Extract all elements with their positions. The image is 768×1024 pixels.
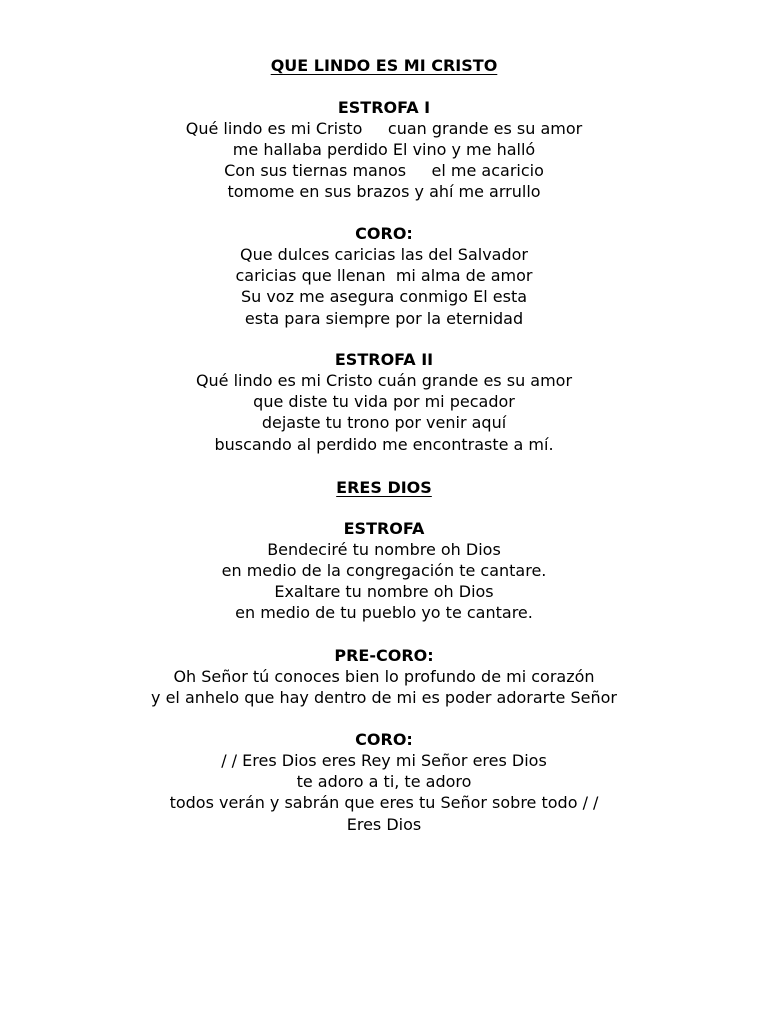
lyric-line: Bendeciré tu nombre oh Dios bbox=[267, 540, 501, 559]
lyric-line: caricias que llenan mi alma de amor bbox=[235, 266, 533, 285]
lyric-line: en medio de la congregación te cantare. bbox=[221, 561, 547, 580]
lyric-line: Con sus tiernas manos el me acaricio bbox=[224, 161, 544, 180]
lyric-line: buscando al perdido me encontraste a mí. bbox=[214, 435, 554, 454]
lyric-line: Qué lindo es mi Cristo cuan grande es su amor bbox=[185, 119, 583, 138]
lyric-line: en medio de tu pueblo yo te cantare. bbox=[235, 603, 533, 622]
lyric-line: Qué lindo es mi Cristo cuán grande es su amor bbox=[195, 371, 573, 390]
lyric-line: tomome en sus brazos y ahí me arrullo bbox=[227, 182, 541, 201]
chorus-heading: CORO: bbox=[355, 224, 413, 243]
lyric-line: me hallaba perdido El vino y me halló bbox=[232, 140, 536, 159]
lyric-line: Exaltare tu nombre oh Dios bbox=[274, 582, 494, 601]
prechorus-heading: PRE-CORO: bbox=[334, 646, 434, 665]
verse-1-heading: ESTROFA I bbox=[337, 98, 431, 117]
lyric-line: Su voz me asegura conmigo El esta bbox=[240, 287, 528, 306]
verse-heading: ESTROFA bbox=[343, 519, 425, 538]
lyric-line: Oh Señor tú conoces bien lo profundo de mi corazón bbox=[173, 667, 595, 686]
lyric-line: / / Eres Dios eres Rey mi Señor eres Dios bbox=[221, 751, 547, 770]
song-title: ERES DIOS bbox=[336, 478, 432, 497]
verse-2-heading: ESTROFA II bbox=[334, 350, 434, 369]
lyric-line: y el anhelo que hay dentro de mi es poder adorarte Señor bbox=[151, 688, 617, 707]
lyric-line: que diste tu vida por mi pecador bbox=[253, 392, 515, 411]
lyric-line: Que dulces caricias las del Salvador bbox=[240, 245, 528, 264]
lyric-line: te adoro a ti, te adoro bbox=[296, 772, 472, 791]
lyric-line: dejaste tu trono por venir aquí bbox=[261, 413, 507, 432]
lyric-line: Eres Dios bbox=[346, 815, 422, 834]
lyric-line: todos verán y sabrán que eres tu Señor sobre todo / / bbox=[169, 793, 599, 812]
chorus-heading: CORO: bbox=[355, 730, 413, 749]
song-title: QUE LINDO ES MI CRISTO bbox=[270, 56, 498, 75]
lyric-line: esta para siempre por la eternidad bbox=[244, 309, 524, 328]
